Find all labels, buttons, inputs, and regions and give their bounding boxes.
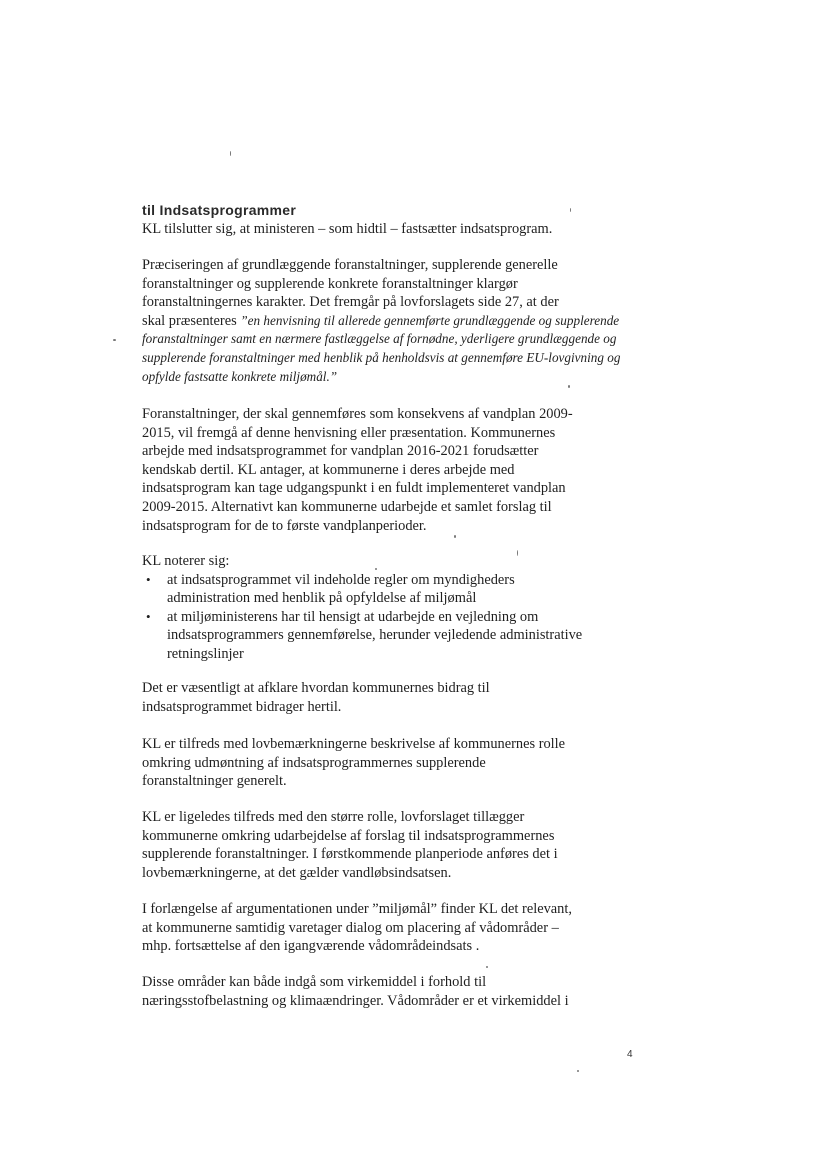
text-line: I forlængelse af argumentationen under ”miljømål” finder KL det relevant,: [142, 901, 572, 917]
text-line: omkring udmøntning af indsatsprogrammernes supplerende: [142, 754, 486, 771]
text-line: mhp. fortsættelse af den igangværende vådområdeindsats .: [142, 938, 480, 955]
text-line: foranstaltningernes karakter. Det fremgår på lovforslagets side 27, at der: [142, 294, 559, 311]
scan-speck: [570, 208, 571, 212]
scan-speck: [375, 568, 377, 570]
text-line: indsatsprogram for de to første vandplanperioder.: [142, 517, 427, 534]
text-line: supplerende foranstaltninger. I førstkommende planperiode anføres det i: [142, 846, 558, 863]
text-line: at miljøministerens har til hensigt at udarbejde en vejledning om: [167, 608, 539, 625]
text-line: foranstaltninger generelt.: [142, 773, 287, 790]
list-intro: KL noterer sig:: [142, 553, 230, 569]
scan-speck: [113, 339, 116, 341]
text-line: [142, 312, 620, 331]
paragraph-4: [142, 552, 612, 664]
quoted-text-line: foranstaltninger samt en nærmere fastlæggelse af fornødne, yderligere grundlæggende og: [142, 331, 617, 347]
text-line: 2009-2015. Alternativt kan kommunerne udarbejde et samlet forslag til: [142, 498, 552, 515]
scan-speck: [230, 151, 231, 156]
text-line: næringsstofbelastning og klimaændringer. Vådområder er et virkemiddel i: [142, 992, 569, 1009]
scan-speck: [486, 966, 488, 968]
text-line: Det er væsentligt at afklare hvordan kommunernes bidrag til: [142, 680, 490, 696]
text-line: KL tilslutter sig, at ministeren – som hidtil – fastsætter indsatsprogram.: [142, 221, 553, 237]
scan-speck: [517, 550, 518, 556]
text-line: KL er ligeledes tilfreds med den større rolle, lovforslaget tillægger: [142, 809, 525, 825]
text-line: kendskab dertil. KL antager, at kommunerne i deres arbejde med: [142, 461, 515, 478]
quoted-text-line: opfylde fastsatte konkrete miljømål.”: [142, 368, 338, 384]
bullet-icon: •: [146, 571, 151, 587]
text-line: retningslinjer: [167, 645, 244, 662]
list-item: [142, 608, 612, 664]
text-line: Præciseringen af grundlæggende foranstaltninger, supplerende generelle: [142, 257, 558, 273]
text-fragment: skal præsenteres: [142, 312, 241, 329]
scan-speck: [454, 535, 456, 538]
bullet-icon: •: [146, 608, 151, 624]
text-line: KL er tilfreds med lovbemærkningerne beskrivelse af kommunernes rolle: [142, 736, 566, 752]
scan-speck: [577, 1070, 579, 1072]
text-line: indsatsprogram kan tage udgangspunkt i en fuldt implementeret vandplan: [142, 480, 566, 497]
quoted-text: ”en henvisning til allerede gennemførte grundlæggende og supplerende: [240, 312, 620, 328]
paragraph-9: [142, 973, 612, 1010]
text-line: kommunerne omkring udarbejdelse af forslag til indsatsprogrammernes: [142, 827, 555, 844]
text-line: foranstaltninger og supplerende konkrete foranstaltninger klargør: [142, 275, 518, 292]
text-line: at indsatsprogrammet vil indeholde regler om myndigheders: [167, 571, 515, 588]
page-number: 4: [627, 1049, 633, 1060]
list-item: [142, 571, 612, 608]
quoted-text-line: supplerende foranstaltninger med henblik på henholdsvis at gennemføre EU-lovgivning og: [142, 349, 621, 365]
text-line: lovbemærkningerne, at det gælder vandløbsindsatsen.: [142, 864, 452, 881]
text-line: arbejde med indsatsprogrammet for vandplan 2016-2021 forudsætter: [142, 443, 539, 460]
paragraph-6: [142, 735, 612, 791]
text-line: indsatsprogrammet bidrager hertil.: [142, 698, 342, 715]
text-line: at kommunerne samtidig varetager dialog om placering af vådområder –: [142, 919, 559, 936]
text-line: administration med henblik på opfyldelse af miljømål: [167, 590, 477, 607]
text-line: 2015, vil fremgå af denne henvisning eller præsentation. Kommunernes: [142, 424, 556, 441]
paragraph-8: [142, 900, 612, 956]
paragraph-7: [142, 808, 612, 882]
text-line: indsatsprogrammers gennemførelse, herunder vejledende administrative: [167, 627, 583, 644]
section-heading: til Indsatsprogrammer: [142, 202, 297, 218]
text-line: Disse områder kan både indgå som virkemiddel i forhold til: [142, 974, 487, 990]
text-line: Foranstaltninger, der skal gennemføres som konsekvens af vandplan 2009-: [142, 406, 573, 422]
paragraph-1: [142, 220, 612, 239]
paragraph-3: [142, 405, 612, 535]
paragraph-5: [142, 679, 612, 716]
paragraph-2: [142, 256, 621, 386]
scan-speck: [568, 385, 570, 388]
